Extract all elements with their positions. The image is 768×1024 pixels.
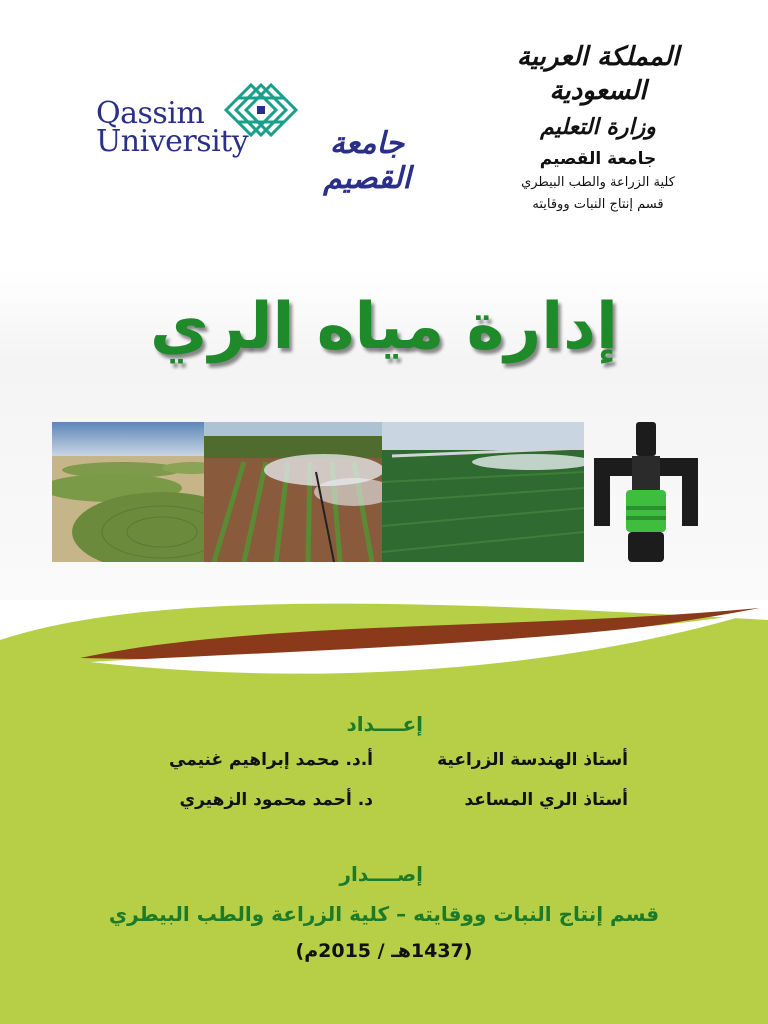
kingdom-name: المملكة العربية السعودية [516, 42, 680, 106]
logo-en-line1: Qassim [96, 96, 205, 131]
center-pivot-field-photo [52, 422, 204, 562]
logo-arabic-text: جامعة القصيم [323, 126, 411, 196]
published-by-label: إصــــدار [339, 862, 423, 886]
publisher-name: قسم إنتاج النبات ووقايته – كلية الزراعة والطب البيطري [108, 902, 660, 926]
ministry-name: وزارة التعليم [540, 114, 656, 140]
author-2-name: د. أحمد محمود الزهيري [179, 790, 373, 810]
mini-sprinkler-photo [586, 422, 706, 572]
department-name: قسم إنتاج النبات ووقايته [532, 197, 664, 212]
prepared-by-label: إعــــداد [346, 712, 423, 736]
author-1-title: أستاذ الهندسة الزراعية [437, 750, 628, 770]
author-2-title: أستاذ الري المساعد [464, 790, 628, 810]
university-logo [96, 80, 456, 196]
book-title: إدارة مياه الري [150, 290, 618, 364]
linear-irrigation-photo [382, 422, 584, 562]
sprinkler-irrigation-photo [204, 422, 382, 562]
ministry-header [468, 40, 728, 216]
author-1-name: أ.د. محمد إبراهيم غنيمي [169, 750, 373, 770]
publication-year: (1437هـ / 2015م) [295, 940, 473, 962]
college-name: كلية الزراعة والطب البيطري [521, 175, 675, 190]
university-name: جامعة القصيم [539, 149, 657, 169]
logo-en-line2: University [96, 124, 249, 159]
